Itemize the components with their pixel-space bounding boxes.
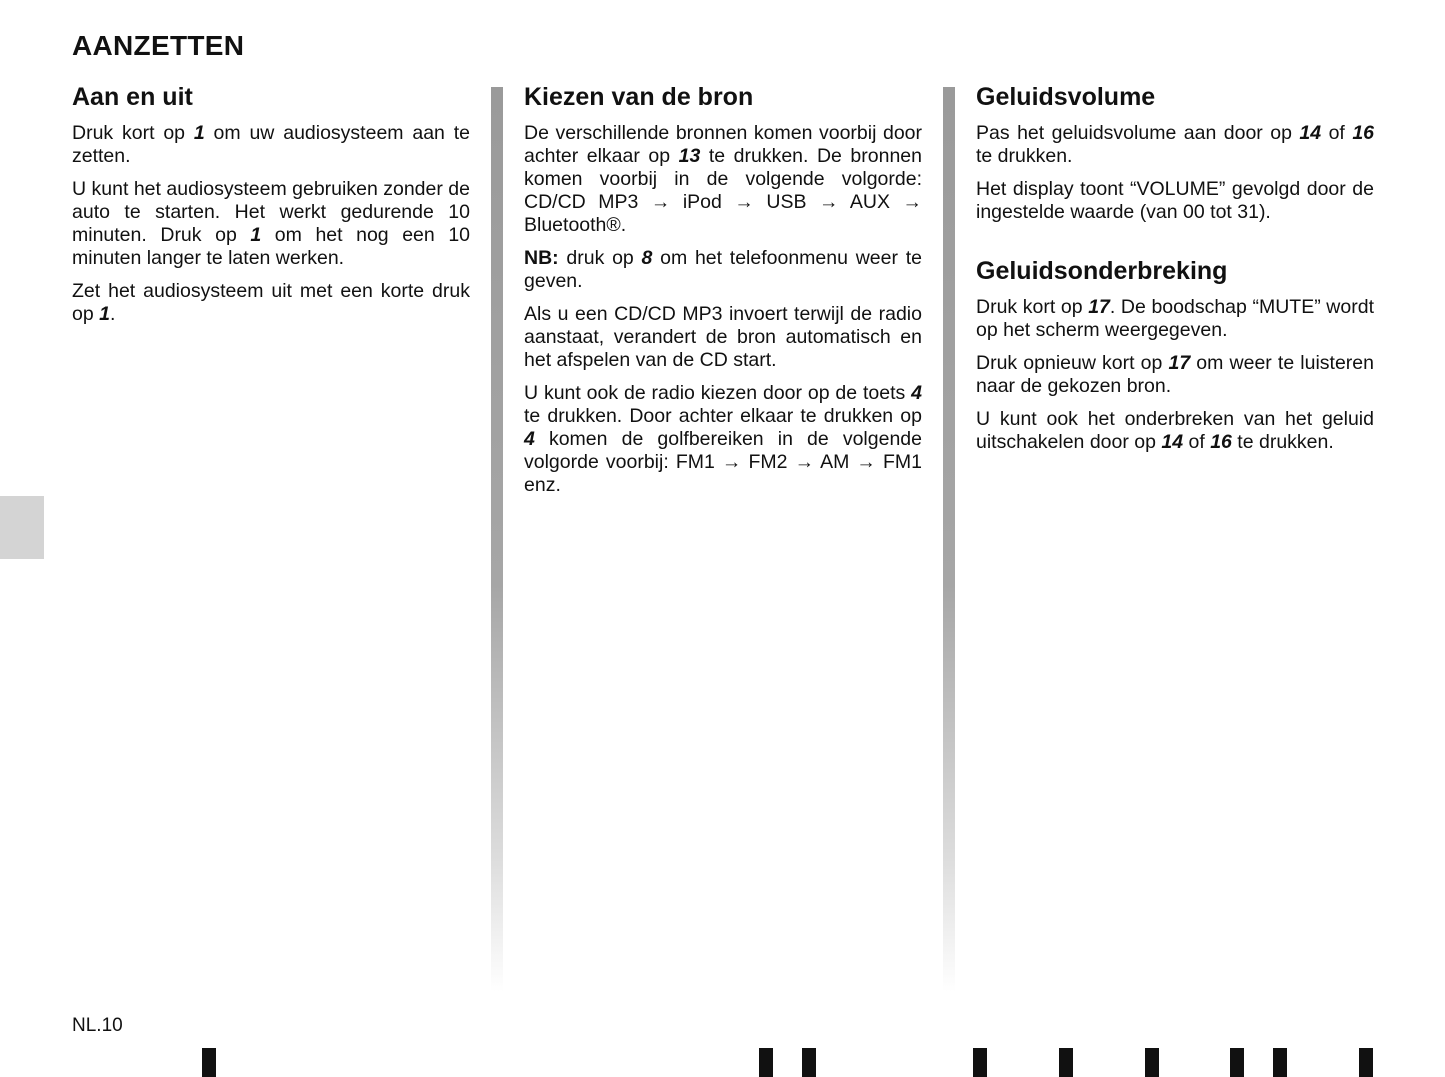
text-run: Pas het geluidsvolume aan door op [976,122,1300,144]
button-number: 1 [193,122,205,144]
section-heading: Geluidsonderbreking [976,257,1228,285]
body-paragraph [524,122,922,237]
text-run: te drukken. [976,145,1073,167]
column-3 [976,82,1374,464]
column-divider [491,87,503,992]
text-run: om uw audiosysteem aan te zetten. [72,122,470,167]
text-run: komen de golfbereiken in de volgende volgorde voorbij: FM1 → FM2 → AM → FM1 enz. [524,428,922,496]
body-paragraph [976,296,1374,342]
text-run: . De boodschap “MUTE” wordt op het scherm weergegeven. [976,296,1374,341]
print-registration-mark [1359,1048,1373,1077]
text-run: of [1321,122,1353,144]
column-1 [72,82,470,336]
button-number: 1 [99,303,110,325]
text-run: om het telefoonmenu weer te geven. [524,247,922,292]
page-number: NL.10 [72,1015,123,1036]
button-number: 4 [911,382,922,404]
button-number: 14 [1161,431,1184,453]
body-paragraph [524,303,922,372]
body-paragraph [72,178,470,270]
body-paragraph [976,352,1374,398]
body-paragraph [524,247,922,293]
button-number: 17 [1168,352,1191,374]
button-number: 14 [1299,122,1322,144]
text-run: te drukken. Door achter elkaar te drukken op [524,405,922,427]
text-run: te drukken. [1231,431,1334,453]
column-divider [943,87,955,992]
text-run: Druk opnieuw kort op [976,352,1169,374]
note-label: NB: [524,247,559,269]
text-run: om weer te luisteren naar de gekozen bron. [976,352,1374,397]
button-number: 8 [641,247,653,269]
text-run: U kunt ook de radio kiezen door op de toets [524,382,912,404]
page-title: AANZETTEN [72,30,245,61]
column-2 [524,82,922,507]
print-registration-mark [202,1048,216,1077]
section-heading: Aan en uit [72,83,193,111]
button-number: 4 [524,428,535,450]
text-run: om het nog een 10 minuten langer te laten werken. [72,224,471,269]
body-paragraph [72,280,470,326]
print-registration-mark [802,1048,816,1077]
button-number: 16 [1210,431,1232,453]
body-paragraph [976,122,1374,168]
text-run: . [109,303,116,325]
text-run: Het display toont “VOLUME” gevolgd door de ingestelde waarde (van 00 tot 31). [976,178,1374,223]
text-run: druk op [558,247,642,269]
text-run: te drukken. De bronnen komen voorbij in de volgende volgorde: CD/CD MP3 → iPod → USB → AUX → Bluetooth®. [524,145,922,236]
text-run: Als u een CD/CD MP3 invoert terwijl de radio aanstaat, verandert de bron automatisch en het afspelen van de CD start. [524,303,922,371]
section-heading: Geluidsvolume [976,83,1156,111]
button-number: 17 [1088,296,1110,318]
print-registration-mark [1059,1048,1073,1077]
text-run: De verschillende bronnen komen voorbij door achter elkaar op [524,122,922,167]
button-number: 1 [250,224,262,246]
body-paragraph [976,408,1374,454]
print-registration-mark [1273,1048,1287,1077]
text-run: Druk kort op [976,296,1089,318]
button-number: 16 [1352,122,1375,144]
text-run: Zet het audiosysteem uit met een korte druk op [72,280,470,325]
text-run: of [1183,431,1211,453]
print-registration-mark [973,1048,987,1077]
body-paragraph [72,122,470,168]
text-run: Druk kort op [72,122,194,144]
button-number: 13 [678,145,701,167]
body-paragraph [524,382,922,497]
text-run: U kunt het audiosysteem gebruiken zonder de auto te starten. Het werkt gedurende 10 minuten. Druk op [72,178,470,246]
print-registration-mark [759,1048,773,1077]
section-heading: Kiezen van de bron [524,83,754,111]
text-run: U kunt ook het onderbreken van het geluid uitschakelen door op [976,408,1374,453]
print-registration-mark [1145,1048,1159,1077]
print-registration-mark [1230,1048,1244,1077]
body-paragraph [976,178,1374,224]
chapter-tab-marker [0,496,44,559]
